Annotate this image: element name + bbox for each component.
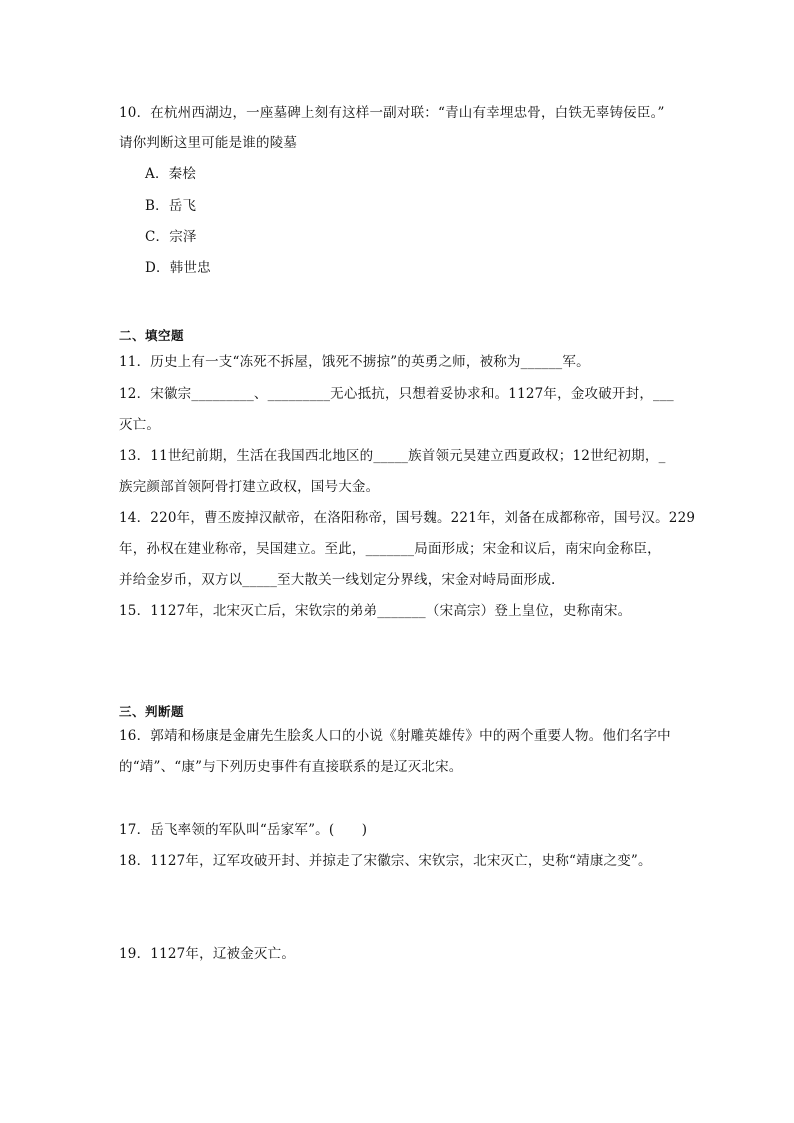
question-19: 19．1127年，辽被金灭亡。 <box>119 946 296 962</box>
question-12-line-2: 灭亡。 <box>119 417 161 433</box>
question-16-line-1: 16．郭靖和杨康是金庸先生脍炙人口的小说《射雕英雄传》中的两个重要人物。他们名字中 <box>119 728 671 744</box>
section-heading-fill-blank: 二、填空题 <box>119 328 185 343</box>
question-13-line-2: 族完颜部首领阿骨打建立政权，国号大金。 <box>119 479 380 495</box>
question-18: 18．1127年，辽军攻破开封、并掠走了宋徽宗、宋钦宗，北宋灭亡，史称“靖康之变”。 <box>119 853 652 869</box>
question-10-line-1: 10．在杭州西湖边，一座墓碑上刻有这样一副对联：“青山有幸埋忠骨，白铁无辜铸佞臣。” <box>119 105 665 121</box>
option-c: C．宗泽 <box>145 229 197 245</box>
section-heading-judge: 三、判断题 <box>119 704 185 719</box>
option-a: A．秦桧 <box>145 166 197 182</box>
question-14-line-1: 14．220年，曹丕废掉汉献帝，在洛阳称帝，国号魏。221年，刘备在成都称帝，国号汉。229 <box>119 510 696 526</box>
question-17: 17．岳飞率领的军队叫“岳家军”。( ) <box>119 822 368 838</box>
question-14-line-3: 并给金岁币，双方以_____至大散关一线划定分界线，宋金对峙局面形成. <box>119 572 556 588</box>
question-15: 15．1127年，北宋灭亡后，宋钦宗的弟弟_______（宋高宗）登上皇位，史称南宋。 <box>119 603 632 619</box>
question-10-line-2: 请你判断这里可能是谁的陵墓 <box>119 135 298 151</box>
question-14-line-2: 年，孙权在建业称帝，吴国建立。至此，_______局面形成；宋金和议后，南宋向金称臣， <box>119 541 661 557</box>
question-16-line-2: 的“靖”、“康”与下列历史事件有直接联系的是辽灭北宋。 <box>119 759 463 775</box>
option-b: B．岳飞 <box>145 198 197 214</box>
question-12-line-1: 12．宋徽宗_________、_________无心抵抗，只想着妥协求和。1127年，金攻破开封，___ <box>119 386 674 402</box>
question-11: 11．历史上有一支“冻死不拆屋，饿死不掳掠”的英勇之师，被称为______军。 <box>119 354 590 370</box>
question-13-line-1: 13．11世纪前期，生活在我国西北地区的_____族首领元昊建立西夏政权；12世纪初期，_ <box>119 448 666 464</box>
option-d: D．韩世忠 <box>145 260 211 276</box>
